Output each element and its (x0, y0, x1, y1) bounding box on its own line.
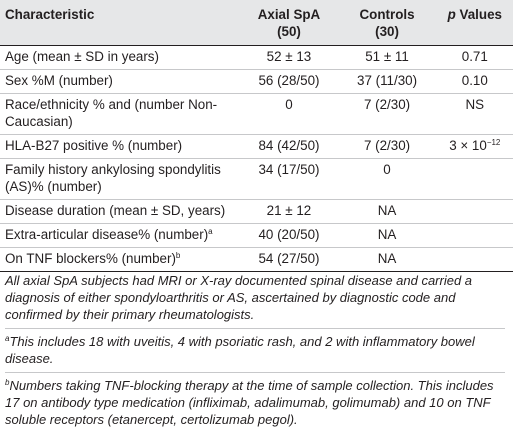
footnote-a (5, 333, 505, 373)
row-p (437, 224, 513, 248)
row-label: Family history ankylosing spondylitis (AS)% (number) (0, 159, 241, 200)
row-label (0, 224, 241, 248)
footnote-main: All axial SpA subjects had MRI or X-ray documented spinal disease and carried a diagnosis of either spondyloarthritis or AS, ascertained by diagnostic code and confirmed by their primary rheumatologists. (5, 272, 505, 329)
row-label (0, 248, 241, 272)
header-controls (337, 0, 436, 46)
row-axial: 40 (20/50) (241, 224, 338, 248)
table-footnotes (5, 272, 505, 437)
row-p (437, 135, 513, 159)
table-row (0, 46, 513, 70)
row-controls: NA (337, 200, 436, 224)
header-axial-spa (241, 0, 338, 46)
row-label: Age (mean ± SD in years) (0, 46, 241, 70)
table-row (0, 224, 513, 248)
table-body (0, 46, 513, 272)
header-p-values (437, 0, 513, 46)
table-row (0, 94, 513, 135)
row-label: HLA-B27 positive % (number) (0, 135, 241, 159)
footnote-a-marker: a (5, 334, 10, 343)
row-axial: 21 ± 12 (241, 200, 338, 224)
header-axial-line1: Axial SpA (257, 7, 321, 22)
table-row (0, 159, 513, 200)
header-axial-line2: (50) (277, 24, 301, 39)
row-label-text: On TNF blockers% (number) (5, 251, 176, 266)
row-controls: 7 (2/30) (337, 135, 436, 159)
header-controls-line1: Controls (359, 7, 415, 22)
footnote-b-text: Numbers taking TNF-blocking therapy at the time of sample collection. This includes 17 on antibody type medication (infliximab, adalimumab, golimumab) and 10 on TNF soluble receptors (etanercept, certolizumab pegol). (5, 378, 494, 427)
table-row (0, 200, 513, 224)
table-row (0, 248, 513, 272)
footnote-a-text: This includes 18 with uveitis, 4 with psoriatic rash, and 2 with inflammatory bowel disease. (5, 334, 475, 366)
row-p: 0.10 (437, 70, 513, 94)
footnote-b (5, 377, 505, 433)
row-axial: 34 (17/50) (241, 159, 338, 200)
row-controls: NA (337, 248, 436, 272)
row-label-text: Extra-articular disease% (number) (5, 227, 209, 242)
header-characteristic: Characteristic (5, 7, 95, 22)
row-label-footnote-marker: a (208, 227, 213, 236)
row-axial: 84 (42/50) (241, 135, 338, 159)
row-controls: 37 (11/30) (337, 70, 436, 94)
row-p (437, 159, 513, 200)
p-exponent: −12 (486, 138, 501, 147)
row-label-footnote-marker: b (175, 251, 181, 260)
row-p: 0.71 (437, 46, 513, 70)
row-axial: 56 (28/50) (241, 70, 338, 94)
header-p-rest: Values (455, 7, 502, 22)
header-row (0, 0, 513, 46)
row-controls: 7 (2/30) (337, 94, 436, 135)
table-row (0, 70, 513, 94)
header-p-italic: p (447, 7, 456, 22)
row-p (437, 248, 513, 272)
footnote-b-marker: b (5, 378, 10, 387)
row-label: Sex %M (number) (0, 70, 241, 94)
row-p: NS (437, 94, 513, 135)
row-label: Disease duration (mean ± SD, years) (0, 200, 241, 224)
row-axial: 54 (27/50) (241, 248, 338, 272)
row-controls: NA (337, 224, 436, 248)
row-p (437, 200, 513, 224)
row-axial: 52 ± 13 (241, 46, 338, 70)
row-controls: 51 ± 11 (337, 46, 436, 70)
header-controls-line2: (30) (375, 24, 399, 39)
row-axial: 0 (241, 94, 338, 135)
p-base: 3 × 10 (449, 138, 487, 153)
row-controls: 0 (337, 159, 436, 200)
table-row (0, 135, 513, 159)
row-label: Race/ethnicity % and (number Non-Caucasian) (0, 94, 241, 135)
table-header (0, 0, 513, 46)
